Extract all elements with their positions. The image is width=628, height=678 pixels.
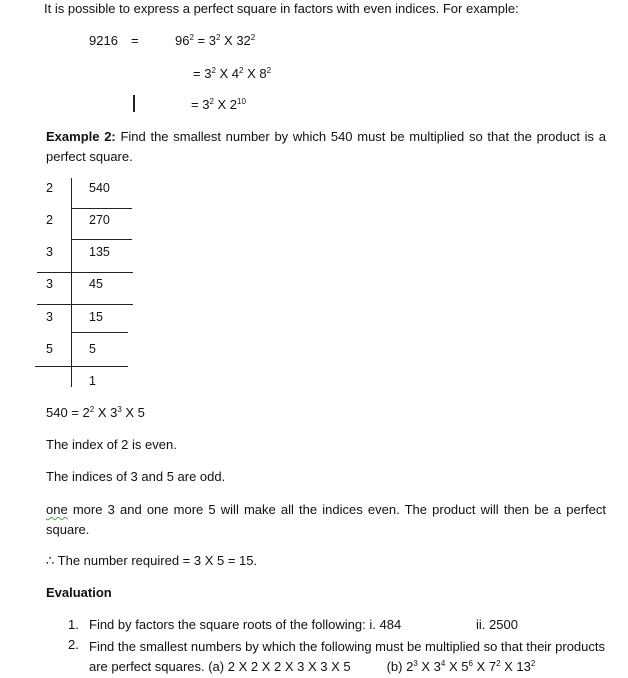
dividend-cell: 540: [89, 181, 110, 195]
intro-text: It is possible to express a perfect square in factors with even indices. For example:: [44, 1, 519, 16]
item-part-b: (b) $2^3$ X $3^4$ X $5^6$ X $7^2$ X $13^2$: [386, 659, 536, 674]
table-rule: [37, 272, 133, 273]
item-part: ii. 2500: [476, 617, 518, 632]
text-cursor: [133, 95, 135, 112]
table-vertical-rule: [71, 178, 72, 387]
table-rule: [72, 239, 132, 240]
index-even-line: The index of 2 is even.: [46, 437, 177, 452]
item-text: Find by factors the square roots of the following: i. 484: [89, 617, 402, 632]
dividend-cell: 15: [89, 310, 103, 324]
table-rule: [35, 366, 128, 367]
table-rule: [37, 304, 133, 305]
example1-lhs: 9216: [89, 33, 118, 48]
item-number: 2.: [68, 637, 79, 652]
example1-equals: =: [131, 33, 139, 48]
divisor-cell: 5: [46, 342, 53, 356]
spellcheck-word: one: [46, 502, 68, 517]
divisor-cell: 3: [46, 310, 53, 324]
example1-line1: $96^2 = 3^2$ X $32^2$: [175, 33, 256, 48]
indices-odd-line: The indices of 3 and 5 are odd.: [46, 469, 226, 484]
divisor-cell: 2: [46, 181, 53, 195]
number-required-line: ∴ The number required = 3 X 5 = 15.: [46, 553, 258, 568]
item-text: Find the smallest numbers by which the following must be multiplied so that their products are perfect squares. (a) 2 X 2 X 2 X 3 X 3 X 5 (b) $2^3$ X $3^4$ X $5^6$ X $7^2$ X $13^2$: [89, 639, 605, 674]
divisor-cell: 3: [46, 245, 53, 259]
example1-line2: = $3^2$ X $4^2$ X $8^2$: [193, 66, 272, 81]
example2-label: Example 2:: [46, 129, 116, 144]
item-number: 1.: [68, 617, 79, 632]
dividend-cell: 45: [89, 277, 103, 291]
one-more-paragraph: one more 3 and one more 5 will make all the indices even. The product will then be a perfect square.: [46, 502, 606, 537]
evaluation-heading: Evaluation: [46, 585, 112, 600]
factorization-result: $540 = 2^2$ X $3^3$ X 5: [46, 405, 145, 420]
table-rule: [72, 208, 132, 209]
dividend-cell: 135: [89, 245, 110, 259]
dividend-cell: 270: [89, 213, 110, 227]
divisor-cell: 3: [46, 277, 53, 291]
example2-paragraph: Example 2: Find the smallest number by which 540 must be multiplied so that the product is a perfect square.: [46, 129, 606, 164]
example1-line3: = $3^2$ X $2^{10}$: [191, 97, 246, 112]
dividend-cell: 1: [89, 374, 96, 388]
table-rule: [72, 332, 128, 333]
dividend-cell: 5: [89, 342, 96, 356]
divisor-cell: 2: [46, 213, 53, 227]
